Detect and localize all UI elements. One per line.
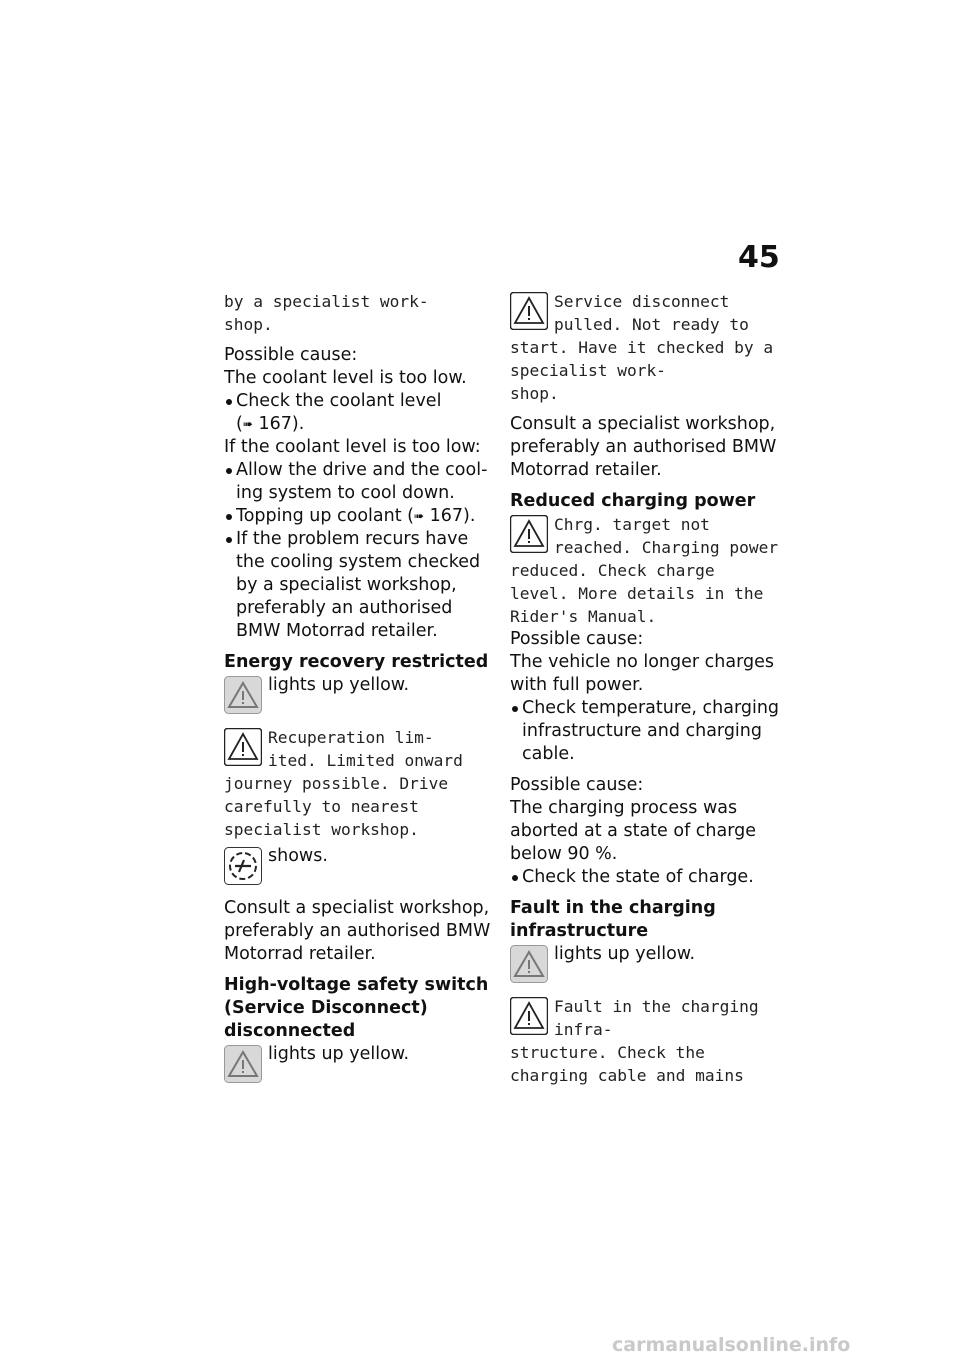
- page-ref[interactable]: 167).: [258, 414, 305, 434]
- indicator-row: [224, 674, 496, 718]
- heading-hv-switch: High-voltage safety switch (Service Disconnect) disconnected: [224, 975, 489, 1041]
- heading-reduced-charging: Reduced charging power: [510, 491, 756, 511]
- display-message: [510, 290, 780, 405]
- warning-light-yellow-icon: [224, 676, 262, 714]
- left-column: [224, 290, 496, 1087]
- arrow-ref-icon: ➠: [242, 417, 253, 431]
- warning-triangle-icon: [510, 515, 548, 553]
- indicator-row: [224, 1043, 496, 1087]
- display-message-text: Service disconnect pulled. Not ready to start. Have it checked by a specialist work- shop.: [510, 292, 774, 403]
- bullet-text: Topping up coolant (: [236, 506, 414, 526]
- bullet-text: Check the coolant level: [236, 391, 442, 411]
- display-message: [224, 726, 496, 841]
- display-message-text: Chrg. target not reached. Charging power reduced. Check charge level. More details in the Rider's Manual.: [510, 515, 788, 626]
- bullet-check-temperature: Check temperature, charging infrastructure and charging cable.: [510, 697, 780, 766]
- bullet-check-coolant: Check the coolant level (➠ 167).: [224, 390, 496, 436]
- bullet-cool-down: Allow the drive and the cool-ing system to cool down.: [224, 459, 496, 505]
- possible-cause-text: The charging process was aborted at a state of charge below 90 %.: [510, 798, 756, 864]
- display-message: [510, 513, 788, 628]
- possible-cause-label: Possible cause:: [510, 775, 644, 795]
- bullet-check-state: Check the state of charge.: [510, 866, 780, 889]
- possible-cause-text: The vehicle no longer charges with full power.: [510, 652, 774, 695]
- possible-cause-text: The coolant level is too low.: [224, 368, 467, 388]
- warning-light-yellow-icon: [224, 1045, 262, 1083]
- warning-light-yellow-icon: [510, 945, 548, 983]
- heading-fault-infrastructure: Fault in the charging infrastructure: [510, 898, 716, 941]
- indicator-row: [510, 943, 780, 987]
- bullet-topping-up: [224, 505, 496, 528]
- heading-energy-recovery: Energy recovery restricted: [224, 652, 489, 672]
- indicator-row: [224, 845, 496, 889]
- watermark[interactable]: carmanualsonline.info: [612, 1334, 851, 1356]
- indicator-text: lights up yellow.: [554, 944, 696, 964]
- consult-text: Consult a specialist workshop, preferably an authorised BMW Motorrad retailer.: [224, 898, 491, 964]
- message-continuation: by a specialist work- shop.: [224, 292, 429, 334]
- warning-triangle-icon: [224, 728, 262, 766]
- drive-fault-icon: [224, 847, 262, 885]
- indicator-text: shows.: [268, 846, 328, 866]
- page-ref[interactable]: 167).: [429, 506, 476, 526]
- warning-triangle-icon: [510, 292, 548, 330]
- indicator-text: lights up yellow.: [268, 675, 410, 695]
- warning-triangle-icon: [510, 997, 548, 1035]
- display-message-text: Recuperation lim- ited. Limited onward journey possible. Drive carefully to nearest specialist workshop.: [224, 728, 463, 839]
- display-message-text: Fault in the charging infra- structure. Check the charging cable and mains: [510, 997, 759, 1085]
- consult-text: Consult a specialist workshop, preferably an authorised BMW Motorrad retailer.: [510, 414, 777, 480]
- page-number: 45: [738, 240, 780, 275]
- arrow-ref-icon: ➠: [414, 509, 425, 523]
- display-message: [510, 995, 780, 1087]
- indicator-text: lights up yellow.: [268, 1044, 410, 1064]
- if-low-label: If the coolant level is too low:: [224, 437, 481, 457]
- bullet-recurs: If the problem recurs have the cooling system checked by a specialist workshop, preferably an authorised BMW Motorrad retailer.: [224, 528, 496, 643]
- possible-cause-label: Possible cause:: [510, 629, 644, 649]
- right-column: [510, 290, 788, 1087]
- possible-cause-label: Possible cause:: [224, 345, 358, 365]
